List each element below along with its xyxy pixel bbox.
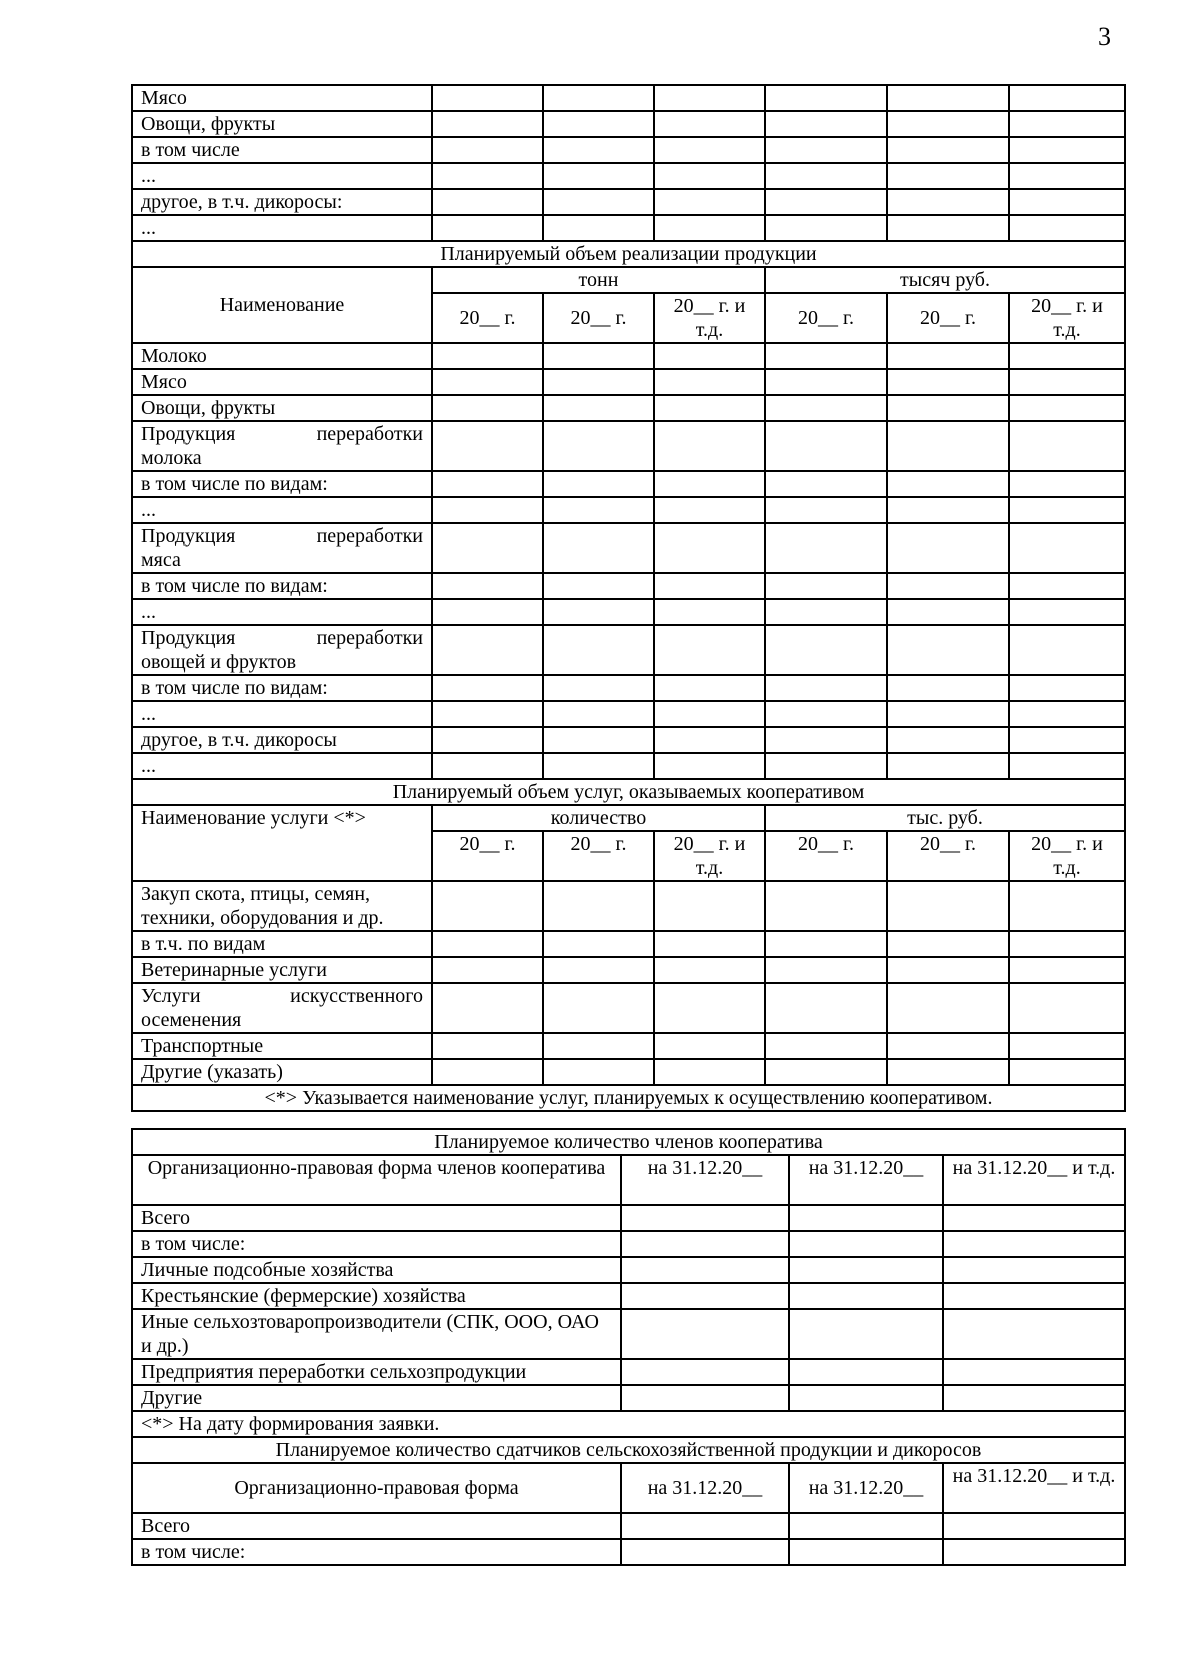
date-header: на 31.12.20__: [789, 1155, 943, 1205]
row-label-word: Услуги: [141, 985, 201, 1007]
section-title-row: [132, 1129, 1125, 1155]
table-row: [132, 343, 1125, 369]
year-header: 20__ г.: [432, 831, 543, 881]
footnote-row: [132, 1411, 1125, 1437]
unit-qty-header: количество: [432, 805, 765, 831]
members-section-title: Планируемое количество членов кооператива: [132, 1129, 1125, 1155]
row-label: в том числе:: [132, 1539, 621, 1565]
table-row: [132, 421, 1125, 471]
date-header: на 31.12.20__ и т.д.: [943, 1463, 1125, 1513]
row-label-word: Продукция: [141, 525, 236, 547]
row-label: ...: [132, 497, 432, 523]
unit-rub-header: тысяч руб.: [765, 267, 1125, 293]
table-row: [132, 727, 1125, 753]
row-label: [132, 625, 432, 675]
row-label: в том числе по видам:: [132, 573, 432, 599]
table-row: [132, 625, 1125, 675]
services-footnote: <*> Указывается наименование услуг, планируемых к осуществлению кооперативом.: [132, 1085, 1125, 1111]
date-header: на 31.12.20__: [621, 1155, 789, 1205]
members-footnote: <*> На дату формирования заявки.: [132, 1411, 1125, 1437]
row-label: [132, 983, 432, 1033]
row-label: в том числе по видам:: [132, 471, 432, 497]
row-label-word: мяса: [141, 549, 181, 571]
row-label-word: Продукция: [141, 423, 236, 445]
year-header: 20__ г. и т.д.: [654, 293, 765, 343]
row-label: [132, 523, 432, 573]
table-header-row: [132, 805, 1125, 831]
table-row: [132, 471, 1125, 497]
row-label-word: переработки: [316, 627, 423, 649]
row-label: ...: [132, 163, 432, 189]
row-label: другое, в т.ч. дикоросы: [132, 727, 432, 753]
row-label: в т.ч. по видам: [132, 931, 432, 957]
year-header: 20__ г. и т.д.: [1009, 831, 1125, 881]
row-label: Другие (указать): [132, 1059, 432, 1085]
table-row: [132, 163, 1125, 189]
year-header: 20__ г.: [887, 293, 1009, 343]
table-row: [132, 497, 1125, 523]
table-row: [132, 215, 1125, 241]
year-header: 20__ г.: [543, 831, 654, 881]
row-label: [132, 881, 432, 931]
table-row: [132, 1283, 1125, 1309]
row-label: ...: [132, 215, 432, 241]
date-header: на 31.12.20__: [789, 1463, 943, 1513]
date-header: на 31.12.20__: [621, 1463, 789, 1513]
sales-section-title: Планируемый объем реализации продукции: [132, 241, 1125, 267]
production-sales-services-table: [131, 84, 1126, 1112]
name-header: Наименование: [132, 267, 432, 343]
table-row: [132, 599, 1125, 625]
form-header: Организационно-правовая форма: [132, 1463, 621, 1513]
year-header: 20__ г. и т.д.: [654, 831, 765, 881]
table-row: [132, 1059, 1125, 1085]
row-label: ...: [132, 701, 432, 727]
row-label: в том числе по видам:: [132, 675, 432, 701]
year-header: 20__ г.: [765, 831, 887, 881]
row-label: Мясо: [132, 85, 432, 111]
services-section-title: Планируемый объем услуг, оказываемых кооперативом: [132, 779, 1125, 805]
row-label-line: Закуп скота, птицы, семян,: [141, 883, 371, 905]
row-label: в том числе:: [132, 1231, 621, 1257]
table-row: [132, 111, 1125, 137]
table-row: [132, 1539, 1125, 1565]
page-number: 3: [1098, 22, 1111, 51]
table-row: [132, 1257, 1125, 1283]
suppliers-section-title: Планируемое количество сдатчиков сельскохозяйственной продукции и дикоросов: [132, 1437, 1125, 1463]
unit-rub-header: тыс. руб.: [765, 805, 1125, 831]
table-row: [132, 881, 1125, 931]
row-label-word: молока: [141, 447, 202, 469]
row-label: Личные подсобные хозяйства: [132, 1257, 621, 1283]
table-row: [132, 753, 1125, 779]
table-row: [132, 395, 1125, 421]
row-label: Ветеринарные услуги: [132, 957, 432, 983]
section-title-row: [132, 241, 1125, 267]
table-row: [132, 573, 1125, 599]
row-label: Овощи, фрукты: [132, 395, 432, 421]
row-label: Иные сельхозтоваропроизводители (СПК, ООО, ОАО и др.): [132, 1309, 621, 1359]
year-header: 20__ г. и т.д.: [1009, 293, 1125, 343]
table-row: [132, 137, 1125, 163]
table-row: [132, 1205, 1125, 1231]
year-header: 20__ г.: [432, 293, 543, 343]
row-label: Овощи, фрукты: [132, 111, 432, 137]
row-label: Молоко: [132, 343, 432, 369]
table-row: [132, 1385, 1125, 1411]
row-label-word: искусственного: [290, 985, 423, 1007]
table-header-row: [132, 1155, 1125, 1205]
table-row: [132, 931, 1125, 957]
members-suppliers-table: [131, 1128, 1126, 1566]
table-row: [132, 1231, 1125, 1257]
table-row: [132, 189, 1125, 215]
row-label-line: техники, оборудования и др.: [141, 907, 384, 929]
table-row: [132, 675, 1125, 701]
row-label: ...: [132, 753, 432, 779]
section-title-row: [132, 1437, 1125, 1463]
row-label-word: осеменения: [141, 1009, 242, 1031]
section-title-row: [132, 779, 1125, 805]
table-row: [132, 957, 1125, 983]
table-row: [132, 983, 1125, 1033]
year-header: 20__ г.: [765, 293, 887, 343]
row-label: Транспортные: [132, 1033, 432, 1059]
row-label: Другие: [132, 1385, 621, 1411]
year-header: 20__ г.: [543, 293, 654, 343]
table-header-row: [132, 1463, 1125, 1513]
form-header: Организационно-правовая форма членов кооператива: [132, 1155, 621, 1205]
table-row: [132, 1359, 1125, 1385]
row-label: Крестьянские (фермерские) хозяйства: [132, 1283, 621, 1309]
row-label-word: переработки: [316, 525, 423, 547]
footnote-row: [132, 1085, 1125, 1111]
table-header-row: [132, 267, 1125, 293]
table-row: [132, 85, 1125, 111]
table-row: [132, 701, 1125, 727]
row-label-word: Продукция: [141, 627, 236, 649]
date-header: на 31.12.20__ и т.д.: [943, 1155, 1125, 1205]
row-label: Мясо: [132, 369, 432, 395]
row-label: [132, 421, 432, 471]
row-label: Всего: [132, 1205, 621, 1231]
row-label: ...: [132, 599, 432, 625]
row-label: Всего: [132, 1513, 621, 1539]
row-label: другое, в т.ч. дикоросы:: [132, 189, 432, 215]
unit-tons-header: тонн: [432, 267, 765, 293]
table-row: [132, 369, 1125, 395]
row-label-word: переработки: [316, 423, 423, 445]
table-row: [132, 1513, 1125, 1539]
table-row: [132, 523, 1125, 573]
row-label: в том числе: [132, 137, 432, 163]
table-row: [132, 1033, 1125, 1059]
service-name-header: Наименование услуги <*>: [132, 805, 432, 881]
row-label: Предприятия переработки сельхозпродукции: [132, 1359, 621, 1385]
table-row: [132, 1309, 1125, 1359]
row-label-word: овощей и фруктов: [141, 651, 297, 673]
year-header: 20__ г.: [887, 831, 1009, 881]
